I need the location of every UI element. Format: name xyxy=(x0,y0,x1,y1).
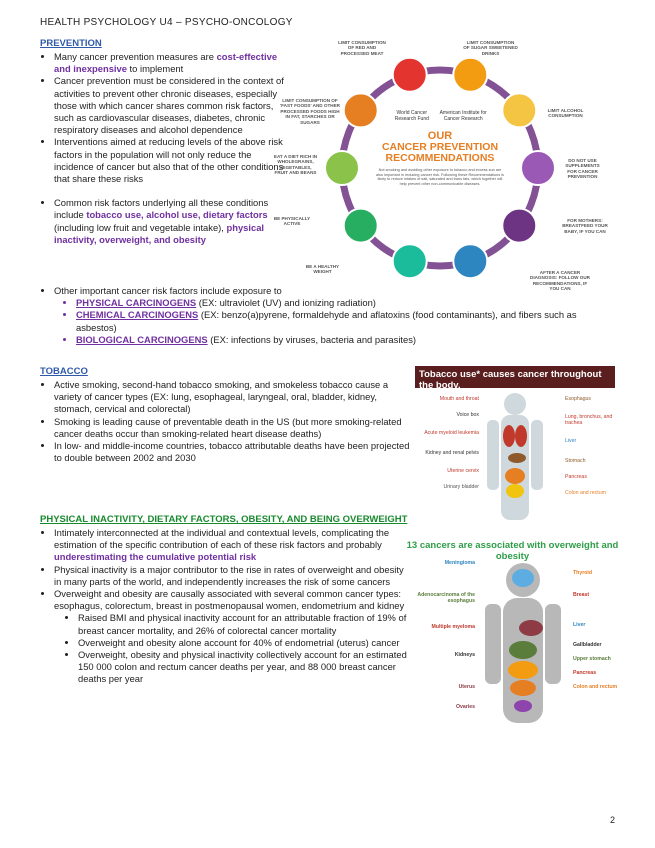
tobacco-section xyxy=(40,366,410,464)
list-item: • Common risk factors underlying all these conditions include tobacco use, alcohol use, dietary factors (including low fruit and vegetable intake), physical inactivity, overweight, and obesity xyxy=(54,197,290,246)
figure-label: Lung, bronchus, and trachea xyxy=(565,414,613,426)
figure-label: Gallbladder xyxy=(573,642,602,648)
list-item: • In low- and middle-income countries, tobacco attributable deaths have been projected to double between 2002 and 2030 xyxy=(54,440,410,464)
list-item: • Overweight and obesity are causally associated with several common cancer types: esophagus, colorectum, breast in postmenopausal women, endometrium and kidney xyxy=(54,588,410,612)
tobacco-title: TOBACCO xyxy=(40,366,88,377)
list-item: • Active smoking, second-hand tobacco smoking, and smokeless tobacco cause a variety of cancer types (EX: lung, esophageal, laryngeal, oral, bladder, kidney, stomach, cervical and colorectal) xyxy=(54,379,410,416)
wheel-icon xyxy=(502,93,536,127)
list-item: • CHEMICAL CARCINOGENS (EX: benzo(a)pyrene, formaldehyde and aflatoxins (food contaminants), and fibers such as asbestos) xyxy=(76,309,615,333)
list-item: • Many cancer prevention measures are cost-effective and inexpensive to implement xyxy=(54,51,290,75)
figure-label: Urinary bladder xyxy=(443,484,479,490)
wheel-label: LIMIT CONSUMPTION OF 'FAST FOODS' AND OTHER PROCESSED FOODS HIGH IN FAT, STARCHES OR SUGARS xyxy=(280,98,340,125)
wheel-icon xyxy=(453,244,487,278)
page-number: 2 xyxy=(610,815,616,825)
wheel-center-title2: RECOMMENDATIONS xyxy=(385,152,495,164)
figure-label: Liver xyxy=(573,622,586,628)
wheel-icon xyxy=(502,209,536,243)
wheel-icon xyxy=(453,58,487,92)
figure-label: Esophagus xyxy=(565,396,591,402)
list-item: • Overweight and obesity alone account for 40% of endometrial (uterus) cancer xyxy=(78,637,410,649)
prevention-section xyxy=(40,38,290,246)
figure-label: Voice box xyxy=(456,412,479,418)
list-item: • Cancer prevention must be considered in the context of activities to prevent other chronic diseases, especially those with which cancer shares common risk factors, such as cardiovascular diseases, diabetes, chronic respiratory diseases and alcohol dependence xyxy=(54,75,290,136)
wheel-label: LIMIT ALCOHOL CONSUMPTION xyxy=(547,108,584,119)
figure-label: Kidneys xyxy=(454,652,475,658)
physical-section xyxy=(40,514,410,686)
figure-label: Pancreas xyxy=(573,670,597,676)
wheel-label: DO NOT USE SUPPLEMENTS FOR CANCER PREVENTION xyxy=(565,158,600,180)
figure-label: Uterus xyxy=(458,684,475,690)
wheel-label: LIMIT CONSUMPTION OF SUGAR SWEETENED DRINKS xyxy=(463,40,518,56)
list-item: • PHYSICAL CARCINOGENS (EX: ultraviolet (UV) and ionizing radiation) xyxy=(76,297,615,309)
list-item: • Overweight, obesity and physical inactivity collectively account for an estimated 150 000 colon and rectum cancer deaths per year, and 88 000 breast cancer deaths per year xyxy=(78,649,410,686)
figure-label: Colon and rectum xyxy=(573,684,618,690)
wheel-label: BE PHYSICALLY ACTIVE xyxy=(273,216,311,227)
wheel-icon xyxy=(325,151,359,185)
wheel-icon xyxy=(344,93,378,127)
physical-title: PHYSICAL INACTIVITY, DIETARY FACTORS, OBESITY, AND BEING OVERWEIGHT xyxy=(40,514,408,525)
figure-label: Kidney and renal pelvis xyxy=(425,450,479,456)
figure-title: 13 cancers are associated with overweight and obesity xyxy=(406,540,619,562)
figure-label: Breast xyxy=(573,592,590,598)
list-item: • Smoking is leading cause of preventable death in the US (but more smoking-related cancer deaths occur than smoking-related heart disease deaths) xyxy=(54,416,410,440)
tobacco-body-figure xyxy=(415,366,615,534)
wheel-icon xyxy=(521,151,555,185)
list-item: • Interventions aimed at reducing levels of the above risk factors in the population will not only reduce the incidence of cancer but also that of the other conditions that share these risks xyxy=(54,136,290,185)
page-header: HEALTH PSYCHOLOGY U4 – PSYCHO-ONCOLOGY xyxy=(40,17,293,28)
figure-label: Upper stomach xyxy=(573,656,611,662)
figure-label: Thyroid xyxy=(573,570,593,576)
figure-label: Pancreas xyxy=(565,474,587,480)
carcinogens-list xyxy=(40,285,615,346)
wheel-icon xyxy=(393,244,427,278)
wheel-label: LIMIT CONSUMPTION OF RED AND PROCESSED MEAT xyxy=(338,40,386,56)
wheel-icon xyxy=(344,209,378,243)
prevention-title: PREVENTION xyxy=(40,38,102,49)
figure-label: Meningioma xyxy=(444,560,475,566)
obesity-body-figure xyxy=(405,540,620,730)
wcrf-logo: World Cancer Research Fund xyxy=(394,110,429,122)
wheel-label: EAT A DIET RICH IN WHOLEGRAINS, VEGETABLES, FRUIT AND BEANS xyxy=(273,154,318,176)
wheel-description: Not smoking and avoiding other exposure to tobacco and excess sun are also important in reducing cancer risk. Following these Recommendations is likely to reduce intakes of salt, saturated and trans fats, which together will help prevent other non-communicable diseases. xyxy=(376,168,504,186)
figure-label: Stomach xyxy=(565,458,586,464)
figure-label: Multiple myeloma xyxy=(431,624,475,630)
figure-label: Uterine cervix xyxy=(447,468,479,474)
figure-label: Mouth and throat xyxy=(439,396,479,402)
list-item: • BIOLOGICAL CARCINOGENS (EX: infections by viruses, bacteria and parasites) xyxy=(76,334,615,346)
wheel-icon xyxy=(393,58,427,92)
list-item: • Physical inactivity is a major contributor to the rise in rates of overweight and obesity in many parts of the world, and independently increases the risk of some cancers xyxy=(54,564,410,588)
aicr-logo: American Institute for Cancer Research xyxy=(439,110,487,122)
list-item: • Other important cancer risk factors include exposure to xyxy=(54,285,615,297)
wheel-label: BE A HEALTHY WEIGHT xyxy=(305,264,340,275)
cancer-prevention-wheel xyxy=(273,38,620,292)
figure-label: Adenocarcinoma of the esophagus xyxy=(417,592,475,604)
list-item: • Intimately interconnected at the individual and contextual levels, complicating the estimation of the specific contribution of each of these risk factors and probably underestimating the cumulative potential risk xyxy=(54,527,410,564)
figure-title: Tobacco use* causes cancer throughout the body. xyxy=(415,366,615,388)
wheel-center-title: CANCER PREVENTION xyxy=(381,141,499,153)
figure-label: Acute myeloid leukemia xyxy=(424,430,479,436)
list-item: • Raised BMI and physical inactivity account for an attributable fraction of 19% of breast cancer mortality, and 26% of colorectal cancer mortality xyxy=(78,612,410,636)
figure-label: Ovaries xyxy=(455,704,475,710)
wheel-label: AFTER A CANCER DIAGNOSIS: FOLLOW OUR RECOMMENDATIONS, IF YOU CAN xyxy=(530,270,590,292)
figure-label: Liver xyxy=(565,438,577,444)
figure-label: Colon and rectum xyxy=(565,490,606,496)
wheel-center-our: OUR xyxy=(427,130,453,142)
wheel-label: FOR MOTHERS: BREASTFEED YOUR BABY, IF YOU CAN xyxy=(562,218,608,234)
